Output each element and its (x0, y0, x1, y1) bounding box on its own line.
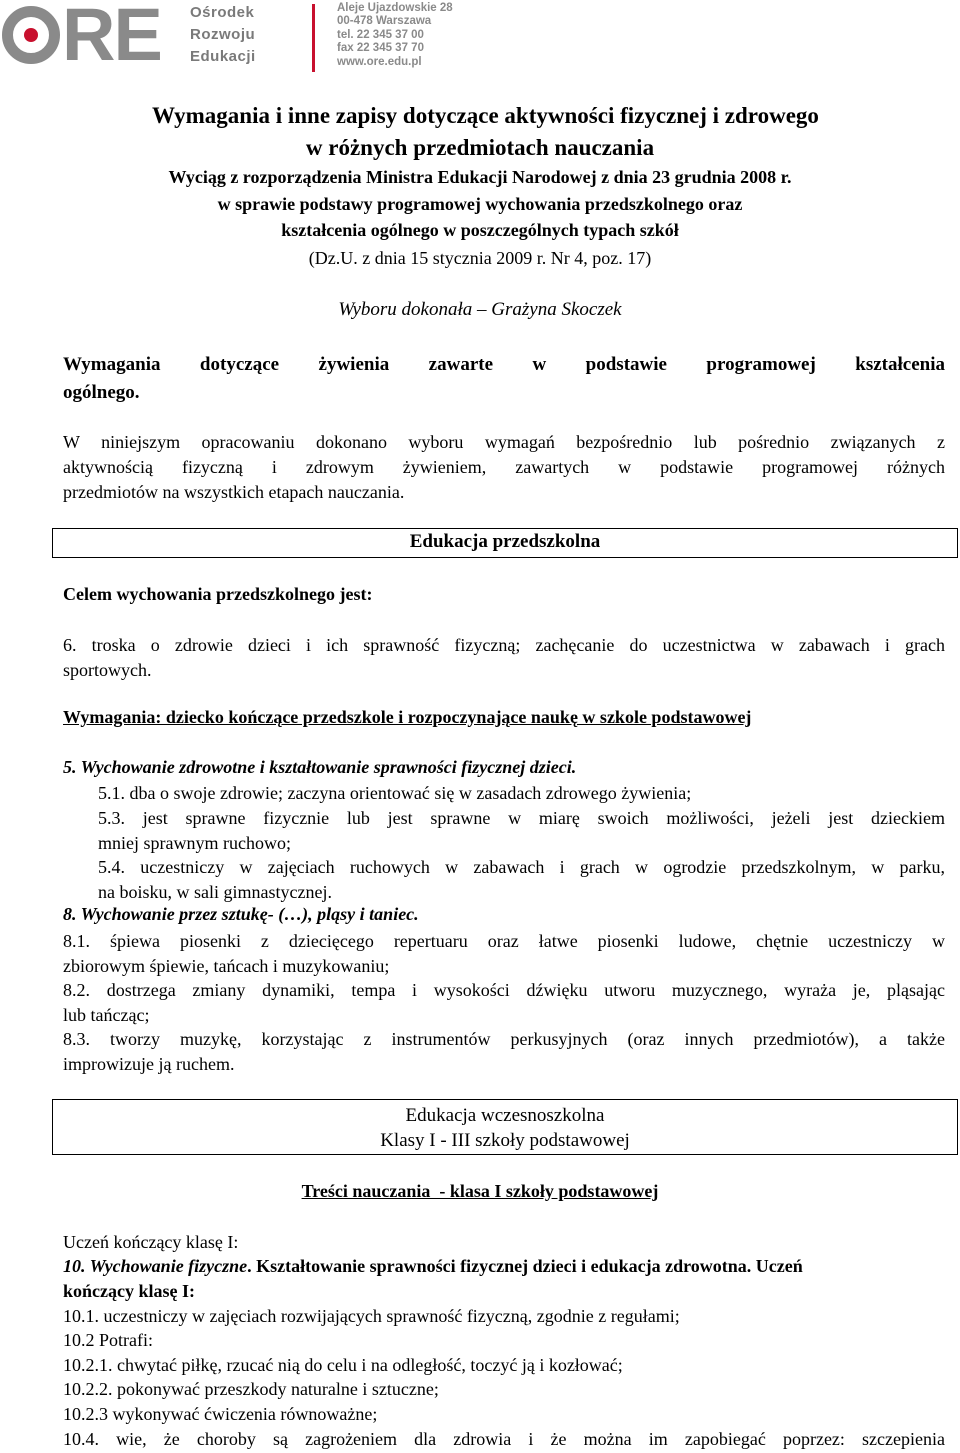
org-word-3: Edukacji (190, 48, 256, 65)
early-education-box (52, 1099, 958, 1155)
section-8-heading: 8. Wychowanie przez sztukę- (…), pląsy i taniec. (63, 904, 419, 924)
section-10-line2: kończący klasę I: (63, 1281, 195, 1301)
item-10-4: 10.4. wie, że choroby są zagrożeniem dla zdrowia i że można im zapobiegać poprzez: szczepienia (63, 1429, 945, 1449)
doc-source: (Dz.U. z dnia 15 stycznia 2009 r. Nr 4, poz. 17) (308, 248, 652, 268)
item-8-3-line2: improwizuje ją ruchem. (63, 1054, 235, 1074)
preschool-box-title: Edukacja przedszkolna (409, 531, 601, 552)
doc-subtitle-line5: kształcenia ogólnego w poszczególnych typach szkół (281, 220, 679, 240)
address-line: fax 22 345 37 70 (337, 42, 424, 55)
doc-subtitle-line3: Wyciąg z rozporządzenia Ministra Edukacji Narodowej z dnia 23 grudnia 2008 r. (168, 167, 792, 187)
item-10-2-2: 10.2.2. pokonywać przeszkody naturalne i sztuczne; (63, 1379, 439, 1399)
intro-line3: przedmiotów na wszystkich etapach nauczania. (63, 482, 405, 502)
item-5-4-line2: na boisku, w sali gimnastycznej. (98, 882, 332, 902)
item-8-1-line1: 8.1. śpiewa piosenki z dziecięcego repertuaru oraz łatwe piosenki ludowe, chętnie uczestniczy w (63, 931, 945, 951)
item-5-3-line2: mniej sprawnym ruchowo; (98, 833, 291, 853)
goal-6-line1: 6. troska o zdrowie dzieci i ich sprawność fizyczną; zachęcanie do uczestnictwa w zabawach i grach (63, 635, 945, 655)
item-8-2-line1: 8.2. dostrzega zmiany dynamiki, tempa i wysokości dźwięku utworu muzycznego, wyraża je, pląsając (63, 980, 945, 1000)
early-education-subtitle: Klasy I - III szkoły podstawowej (380, 1130, 630, 1151)
content-heading: Treści nauczania - klasa I szkoły podstawowej (301, 1181, 659, 1201)
address-line: www.ore.edu.pl (337, 55, 422, 68)
logo-o-icon (2, 6, 60, 64)
logo-separator (312, 4, 315, 72)
item-8-3-line1: 8.3. tworzy muzykę, korzystając z instrumentów perkusyjnych (oraz innych przedmiotów), a także (63, 1029, 945, 1049)
section-10-title: 10. Wychowanie fizyczne (63, 1256, 248, 1276)
item-5-4-line1: 5.4. uczestniczy w zajęciach ruchowych w zabawach i grach w ogrodzie przedszkolnym, w parku, (98, 857, 945, 877)
section-heading-line2: ogólnego. (63, 382, 140, 403)
early-education-title: Edukacja wczesnoszkolna (405, 1105, 605, 1126)
section-10-subtitle: . Kształtowanie sprawności fizycznej dzieci i edukacja zdrowotna (247, 1256, 747, 1276)
goal-6-line2: sportowych. (63, 660, 152, 680)
org-word-1: Ośrodek (190, 4, 255, 21)
item-8-1-line2: zbiorowym śpiewie, tańcach i muzykowaniu; (63, 956, 390, 976)
ore-logo (0, 0, 460, 80)
doc-title-line2: w różnych przedmiotach nauczania (305, 135, 655, 160)
org-address (337, 2, 453, 69)
item-8-2-line2: lub tańcząc; (63, 1005, 150, 1025)
ore-logo-mark (2, 0, 161, 74)
pupil-line: Uczeń kończący klasę I: (63, 1232, 239, 1252)
section-5-heading: 5. Wychowanie zdrowotne i kształtowanie sprawności fizycznej dzieci. (63, 757, 577, 777)
address-line: tel. 22 345 37 00 (337, 28, 424, 41)
item-10-1: 10.1. uczestniczy w zajęciach rozwijających sprawność fizyczną, zgodnie z regułami; (63, 1306, 680, 1326)
doc-title-line1: Wymagania i inne zapisy dotyczące aktywności fizycznej i zdrowego (152, 103, 819, 128)
item-10-2-1: 10.2.1. chwytać piłkę, rzucać nią do celu i na odległość, toczyć ją i kozłować; (63, 1355, 623, 1375)
section-10-line1 (63, 1254, 945, 1279)
logo-re-text: RE (62, 0, 161, 76)
address-line: 00-478 Warszawa (337, 15, 432, 28)
preschool-goal-heading: Celem wychowania przedszkolnego jest: (63, 584, 373, 604)
org-name (190, 2, 256, 68)
preschool-box (52, 528, 958, 558)
item-10-2: 10.2 Potrafi: (63, 1330, 153, 1350)
intro-line2: aktywnością fizyczną i zdrowym żywieniem, zawartych w podstawie programowej różnych (63, 457, 945, 477)
item-5-3-line1: 5.3. jest sprawne fizycznie lub jest sprawne w miarę swoich możliwości, jeżeli jest dzieckiem (98, 808, 945, 828)
address-line: Aleje Ujazdowskie 28 (337, 2, 453, 14)
item-5-1: 5.1. dba o swoje zdrowie; zaczyna orientować się w zasadach zdrowego żywienia; (98, 783, 692, 803)
doc-subtitle-line4: w sprawie podstawy programowej wychowania przedszkolnego oraz (217, 194, 743, 214)
doc-author: Wyboru dokonała – Grażyna Skoczek (338, 299, 622, 320)
org-word-2: Rozwoju (190, 26, 256, 43)
intro-line1: W niniejszym opracowaniu dokonano wyboru wymagań bezpośrednio lub pośrednio związanych z (63, 432, 945, 452)
requirements-heading: Wymagania: dziecko kończące przedszkole i rozpoczynające naukę w szkole podstawowej (63, 707, 752, 727)
item-10-2-3: 10.2.3 wykonywać ćwiczenia równoważne; (63, 1404, 378, 1424)
section-10-tail: . Uczeń (746, 1256, 803, 1276)
section-heading-line1: Wymagania dotyczące żywienia zawarte w podstawie programowej kształcenia (63, 354, 945, 375)
